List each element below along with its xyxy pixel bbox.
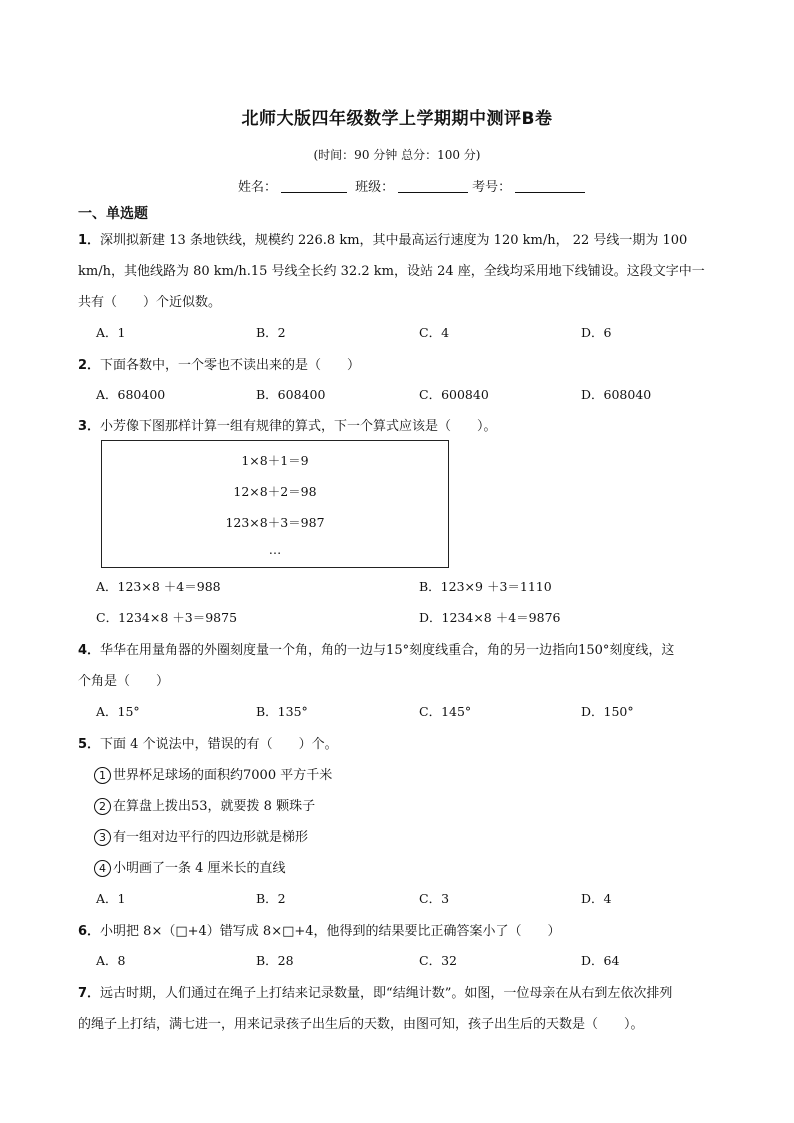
q3-text: 小芳像下图那样计算一组有规律的算式，下一个算式应该是（ ）。: [100, 419, 497, 434]
q3-option-c[interactable]: C．1234×8 ＋3＝9875: [96, 610, 238, 625]
q6-option-d[interactable]: D．64: [581, 953, 620, 968]
q6-text: 小明把 8×（□+4）错写成 8×□+4，他得到的结果要比正确答案小了（ ）: [100, 924, 561, 939]
section-title: 一、单选题: [78, 206, 148, 222]
q5-option-a[interactable]: A．1: [96, 891, 126, 906]
q3-box-ellipsis: …: [268, 542, 282, 557]
name-blank[interactable]: [281, 180, 347, 193]
q3-number: 3．: [78, 419, 101, 434]
q2-option-d[interactable]: D．608040: [581, 387, 652, 402]
q5-statement-2: [94, 795, 315, 815]
q4-option-c[interactable]: C．145°: [419, 704, 472, 719]
q3-option-a[interactable]: A．123×8 ＋4＝988: [96, 579, 221, 594]
q2-text: 下面各数中，一个零也不读出来的是（ ）: [100, 358, 361, 373]
q1-line-3: 共有（ ）个近似数。: [78, 295, 222, 310]
q4-option-d[interactable]: D．150°: [581, 704, 634, 719]
q7-line-2: 的绳子上打结，满七进一，用来记录孩子出生后的天数，由图可知，孩子出生后的天数是（ ）。: [78, 1017, 644, 1032]
q3-pattern-box: [101, 440, 449, 568]
q4-option-b[interactable]: B．135°: [256, 704, 308, 719]
q5-statement-4: [94, 857, 286, 877]
q5-number: 5．: [78, 737, 101, 752]
q6-line: [78, 920, 561, 939]
q6-option-a[interactable]: A．8: [96, 953, 126, 968]
q1-line-1: [78, 229, 687, 248]
exam-no-label: 考号：: [472, 180, 512, 195]
q4-option-a[interactable]: A．15°: [96, 704, 140, 719]
circled-number-1: 1: [94, 767, 111, 784]
q4-text-1: 华华在用量角器的外圈刻度量一个角，角的一边与15°刻度线重合，角的另一边指向150°刻度线，这: [100, 643, 675, 658]
q3-box-line-1: 1×8＋1＝9: [241, 453, 309, 468]
exam-title: 北师大版四年级数学上学期期中测评B卷: [241, 109, 553, 129]
name-label: 姓名：: [238, 180, 278, 195]
q4-line-2: 个角是（ ）: [78, 674, 170, 689]
q3-box-line-2: 12×8＋2＝98: [233, 484, 317, 499]
q5-line: [78, 733, 338, 752]
class-label: 班级：: [355, 180, 395, 195]
q1-option-a[interactable]: A．1: [96, 325, 126, 340]
q4-number: 4．: [78, 643, 101, 658]
q2-option-b[interactable]: B．608400: [256, 387, 326, 402]
q3-option-d[interactable]: D．1234×8 ＋4＝9876: [419, 610, 561, 625]
q7-text-1: 远古时期，人们通过在绳子上打结来记录数量，即“结绳计数”。如图，一位母亲在从右到左依次排列: [100, 986, 673, 1001]
q1-line-2: km/h，其他线路为 80 km/h.15 号线全长约 32.2 km，设站 24 座，全线均采用地下线铺设。这段文字中一: [78, 264, 705, 279]
circled-number-3: 3: [94, 829, 111, 846]
q5-statement-4-text: 小明画了一条 4 厘米长的直线: [113, 861, 286, 876]
q5-option-d[interactable]: D．4: [581, 891, 612, 906]
q3-option-b[interactable]: B．123×9 ＋3＝1110: [419, 579, 552, 594]
q3-line: [78, 415, 497, 434]
q3-box-line-3: 123×8＋3＝987: [225, 515, 325, 530]
q1-number: 1．: [78, 233, 101, 248]
q2-number: 2．: [78, 358, 101, 373]
q1-text-1: 深圳拟新建 13 条地铁线，规模约 226.8 km，其中最高运行速度为 120 km/h， 22 号线一期为 100: [100, 233, 688, 248]
circled-number-4: 4: [94, 860, 111, 877]
q1-option-b[interactable]: B．2: [256, 325, 286, 340]
q5-text: 下面 4 个说法中，错误的有（ ）个。: [100, 737, 338, 752]
q5-statement-2-text: 在算盘上拨出53，就要拨 8 颗珠子: [113, 799, 316, 814]
exam-subtitle: (时间：90 分钟 总分：100 分): [313, 148, 481, 162]
circled-number-2: 2: [94, 798, 111, 815]
q1-option-c[interactable]: C．4: [419, 325, 450, 340]
exam-no-blank[interactable]: [515, 180, 585, 193]
q5-statement-3-text: 有一组对边平行的四边形就是梯形: [113, 830, 309, 845]
q7-line-1: [78, 982, 672, 1001]
q6-option-b[interactable]: B．28: [256, 953, 294, 968]
q5-statement-3: [94, 826, 308, 846]
class-blank[interactable]: [398, 180, 468, 193]
q6-option-c[interactable]: C．32: [419, 953, 457, 968]
q5-statement-1: [94, 764, 332, 784]
q5-option-b[interactable]: B．2: [256, 891, 286, 906]
q2-option-a[interactable]: A．680400: [96, 387, 166, 402]
student-info-row: [238, 176, 589, 195]
q2-option-c[interactable]: C．600840: [419, 387, 489, 402]
q5-option-c[interactable]: C．3: [419, 891, 450, 906]
q6-number: 6．: [78, 924, 101, 939]
q5-statement-1-text: 世界杯足球场的面积约7000 平方千米: [113, 768, 333, 783]
q1-option-d[interactable]: D．6: [581, 325, 612, 340]
q7-number: 7．: [78, 986, 101, 1001]
q2-line: [78, 354, 360, 373]
q4-line-1: [78, 639, 674, 658]
